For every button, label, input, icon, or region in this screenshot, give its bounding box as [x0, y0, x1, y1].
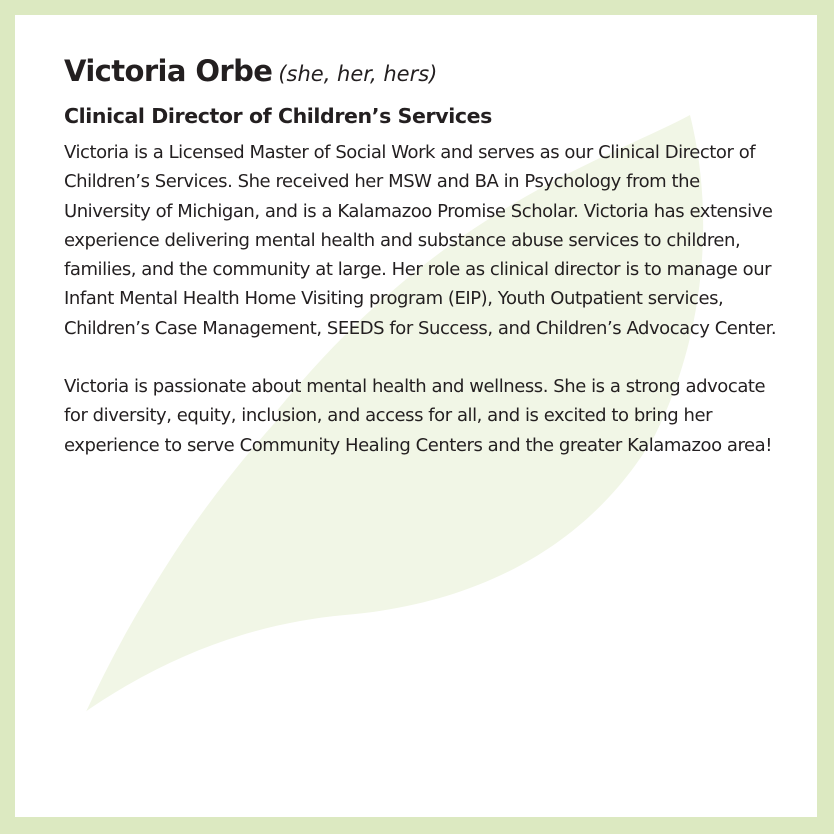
bio-card: [15, 15, 817, 817]
bio-paragraph-1: Victoria is a Licensed Master of Social Work and serves as our Clinical Director of Children’s Services. She received her MSW and BA in Psychology from the University of Michigan, and is a Kalamazoo Promise Scholar. Victoria has extensive experience delivering mental health and substance abuse services to children, families, and the community at large. Her role as clinical director is to manage our Infant Mental Health Home Visiting program (EIP), Youth Outpatient services, Children’s Case Management, SEEDS for Success, and Children’s Advocacy Center.: [64, 142, 777, 339]
pronouns: (she, her, hers): [278, 62, 438, 86]
bio-paragraph-2: Victoria is passionate about mental health and wellness. She is a strong advocate for diversity, equity, inclusion, and access for all, and is excited to bring her experience to serve Community Healing Centers and the greater Kalamazoo area!: [64, 376, 773, 456]
bio-content: [64, 51, 784, 460]
job-title: Clinical Director of Children’s Services: [64, 104, 492, 128]
name-heading: [64, 51, 784, 96]
person-name: Victoria Orbe: [64, 54, 273, 88]
